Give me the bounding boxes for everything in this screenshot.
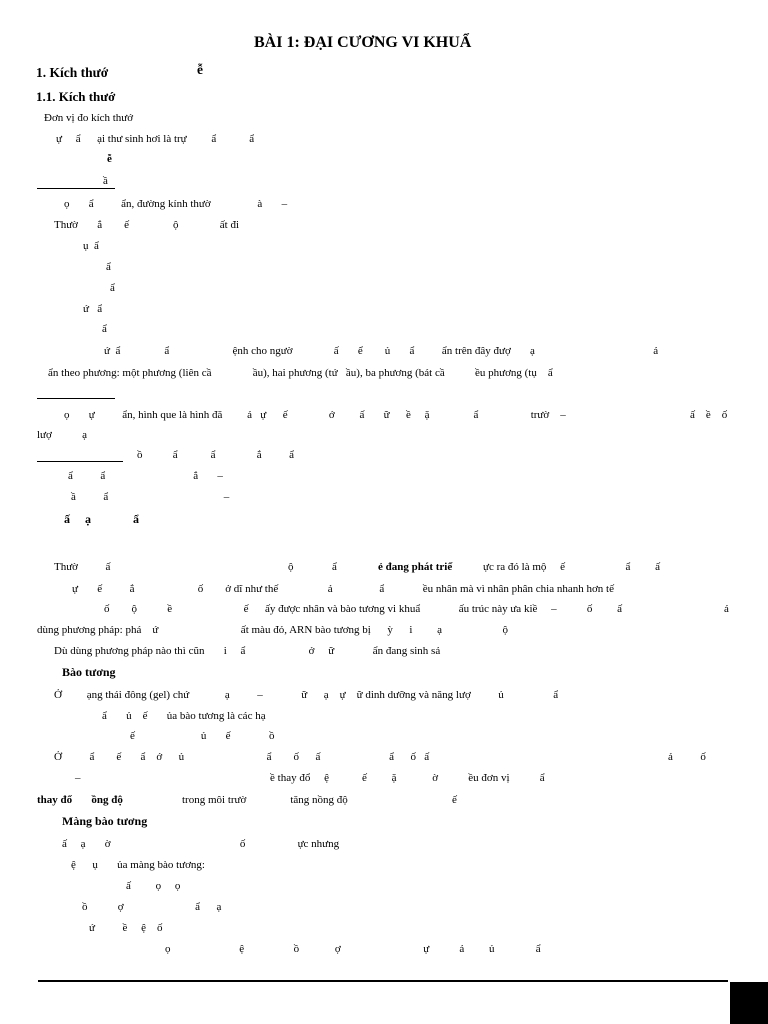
text-line: ấ ọ ọ — [126, 880, 181, 892]
text-line: ế — [452, 794, 457, 806]
text-line: ứ ề ệ ố — [89, 922, 163, 934]
section-heading-1-tail: ễ — [197, 62, 203, 77]
underline-rule — [37, 461, 123, 462]
text-line: ẩ ủ ế ủa bào tương là các hạ — [102, 710, 266, 722]
text-line: ọ ệ ồ ợ ự ả ủ ẩ — [165, 943, 541, 955]
text-line-right: ả ố — [668, 751, 706, 763]
text-line: ụ ẩ — [83, 240, 99, 252]
text-line: dùng phương pháp: phá ứ ất màu đỏ, ARN bào tương bị ỳ i ạ ộ — [37, 624, 509, 636]
text-line-right: á — [724, 603, 729, 615]
text-line: ề thay đổ ệ ế ặ ờ ều đơn vị ẩ — [270, 772, 545, 784]
subheading-mang-bao-tuong: Màng bào tương — [62, 814, 148, 828]
section-heading-1: 1. Kích thướ — [36, 65, 109, 80]
text-line: ầ ẩ – — [71, 491, 230, 503]
text-line: ấ ạ ờ ố ực nhưng — [62, 838, 340, 850]
page-title: BÀI 1: ĐẠI CƯƠNG VI KHUẨ — [254, 34, 472, 51]
footer-rule — [38, 980, 728, 982]
subheading-bao-tuong: Bào tương — [62, 665, 116, 679]
text-line: ố ộ ề ế ấy được nhân và bào tương vi khuẩ ấu trúc này ưa kiề – ố ấ — [104, 603, 623, 615]
text-line: ọ ự ẩn, hình que là hình đă ả ự ế ớ ấ ữ ề ặ ẩ trườ – — [64, 409, 566, 421]
text-line: Ở ẩ ế ẩ ớ ủ ẩ ố ấ ẩ ố ấ — [54, 751, 430, 763]
section-heading-1-1: 1.1. Kích thướ — [36, 89, 116, 104]
text-line: Dù dùng phương pháp nào thì cũn i ẩ ở ữ ẩn đang sinh sả — [54, 645, 441, 657]
text-line: ẩ — [110, 282, 115, 294]
text-line: ế ủ ế ồ — [130, 730, 275, 742]
text-line: ẩ — [102, 323, 107, 335]
text-line: ẩ ẩ ắ – — [68, 470, 223, 482]
text-line: ầ — [103, 175, 108, 187]
text-line: lượ ạ — [37, 429, 87, 441]
text-line: ực ra đó là mộ ế ẩ ấ — [483, 561, 661, 573]
text-line: ứ ẩ — [83, 303, 103, 315]
text-line-right: ấ ề ố — [690, 409, 728, 421]
text-line: ẩn theo phương: một phương (liên cầ ầu), hai phương (tứ ầu), ba phương (bát cầ ều phương (tụ ẩ — [48, 367, 553, 379]
text-line: ọ ẩ ẩn, đường kính thườ à – — [64, 198, 288, 210]
underline-rule — [37, 188, 115, 189]
bold-subheading: ấ ạ ẩ — [64, 512, 139, 526]
text-line: Thườ ắ ế ộ ất đi — [54, 219, 240, 231]
text-line: Thườ ấ — [54, 561, 111, 573]
text-line: ự ế ắ ố ở dĩ như thế ả ẩ ều nhân mà vì nhân phân chia nhanh hơn tế — [72, 583, 614, 595]
text-line: ẩ — [106, 261, 111, 273]
text-line: ứ ẩ ẩ ệnh cho ngườ ấ ể ủ ẩ ẩn trên đây đượ ạ ả — [104, 345, 659, 357]
text-line: ệ ụ ủa màng bào tương: — [71, 859, 205, 871]
text-line: ự ẩ ại thư sinh hơi là trự ẩ ẩ — [56, 133, 255, 145]
text-line: ồ ẩ ẩ ắ ẩ — [137, 449, 295, 461]
text-line: ễ — [107, 153, 112, 165]
text-line: trong môi trườ tăng nồng độ — [182, 794, 348, 806]
text-line: ồ ợ ẩ ạ — [82, 901, 222, 913]
text-line: ộ ẩ — [288, 561, 337, 573]
text-line: Ở ạng thái đông (gel) chứ ạ – ữ ạ ự ữ dinh dưỡng và năng lượ ủ ẩ — [54, 689, 559, 701]
page-number-box — [730, 982, 768, 1024]
text-line: Đơn vị đo kích thướ — [44, 112, 134, 124]
text-line: – — [75, 772, 81, 784]
bold-text: thay đổ ồng độ — [37, 794, 123, 806]
bold-text: ẻ đang phát triể — [378, 561, 453, 573]
underline-rule — [37, 398, 115, 399]
